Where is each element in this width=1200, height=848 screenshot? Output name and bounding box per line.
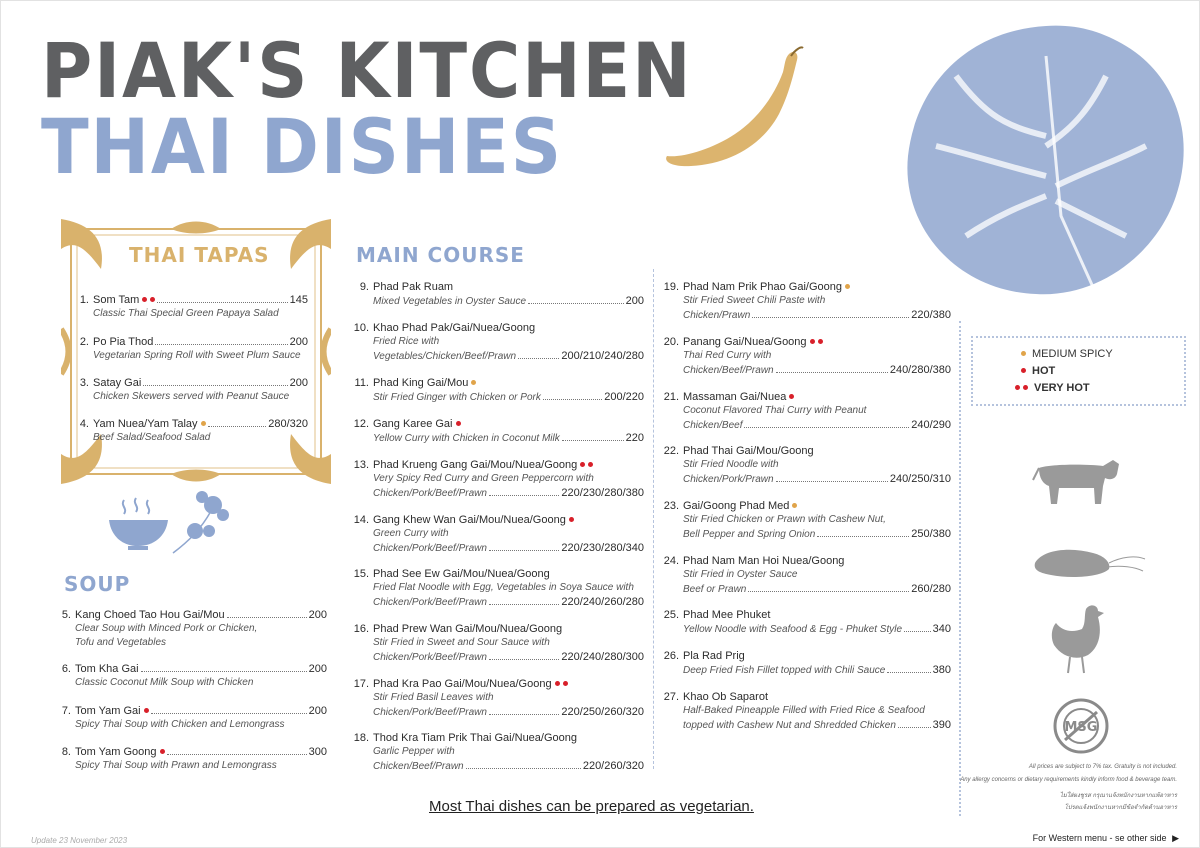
item-number: 21.	[663, 391, 679, 403]
item-description: Stir Fried in Oyster Sauce	[683, 569, 798, 580]
item-price: 220/240/260/280	[561, 596, 644, 608]
item-description: Vegetables/Chicken/Beef/Prawn	[373, 351, 517, 362]
item-name: Panang Gai/Nuea/Goong	[683, 336, 807, 348]
menu-item	[341, 376, 644, 405]
item-description: Chicken/Pork/Beef/Prawn	[373, 652, 487, 663]
item-number: 1.	[79, 294, 89, 306]
item-number: 5.	[61, 609, 71, 621]
item-price: 200	[308, 705, 327, 717]
leader-dots	[157, 302, 287, 303]
hot-dot-icon	[150, 297, 155, 302]
medium-dot-icon	[1021, 351, 1026, 356]
menu-item	[51, 608, 327, 650]
item-price: 200	[289, 336, 308, 348]
hot-dot-icon	[555, 681, 560, 686]
menu-item	[651, 444, 951, 487]
fine-print-tax: All prices are subject to 7% tax. Gratuity is not included.	[1028, 764, 1177, 770]
item-description: Chicken/Prawn	[683, 310, 751, 321]
item-price: 200	[289, 377, 308, 389]
leader-dots	[143, 385, 287, 386]
menu-subtitle: THAI DISHES	[41, 102, 563, 191]
vegetarian-note: Most Thai dishes can be prepared as vegetarian.	[429, 798, 754, 815]
hot-dot-icon	[789, 394, 794, 399]
item-number: 11.	[354, 377, 369, 389]
item-price: 220/240/280/300	[561, 651, 644, 663]
item-price: 220/250/260/320	[561, 706, 644, 718]
item-number: 2.	[79, 336, 89, 348]
menu-item	[73, 376, 308, 404]
item-description: Stir Fried Sweet Chili Paste with	[683, 295, 826, 306]
hot-dot-icon	[563, 681, 568, 686]
menu-item	[73, 417, 308, 445]
item-description: Very Spicy Red Curry and Green Peppercorn with	[373, 473, 594, 484]
menu-item	[51, 704, 327, 732]
main-course-title: MAIN COURSE	[356, 243, 525, 267]
item-price: 145	[289, 294, 308, 306]
tapas-title: THAI TAPAS	[129, 243, 270, 267]
item-price: 200	[625, 295, 644, 307]
leaf-icon	[896, 16, 1200, 321]
item-description: Beef Salad/Seafood Salad	[93, 432, 211, 443]
menu-item	[651, 280, 951, 323]
item-price: 240/280/380	[889, 364, 951, 376]
item-price: 280/320	[268, 418, 308, 430]
fine-print-allergy: Any allergy concerns or dietary requirements kindly inform food & beverage team.	[960, 777, 1177, 783]
item-name: Som Tam	[93, 294, 140, 306]
leader-dots	[489, 495, 559, 496]
item-name: Phad Krueng Gang Gai/Mou/Nuea/Goong	[373, 459, 578, 471]
item-name: Phad Kra Pao Gai/Mou/Nuea/Goong	[373, 678, 552, 690]
hot-dot-icon	[569, 517, 574, 522]
leader-dots	[466, 768, 581, 769]
menu-item	[651, 390, 951, 433]
item-number: 25.	[663, 609, 679, 621]
item-description: Stir Fried Chicken or Prawn with Cashew Nut,	[683, 514, 886, 525]
item-price: 220/230/280/380	[561, 487, 644, 499]
leader-dots	[776, 372, 888, 373]
item-description: Chicken/Pork/Beef/Prawn	[373, 707, 487, 718]
msg-badge-text: MSG	[1064, 720, 1098, 735]
hot-dot-icon	[1023, 385, 1028, 390]
legend-very-hot-label: VERY HOT	[1034, 382, 1090, 394]
item-description: topped with Cashew Nut and Shredded Chicken	[683, 720, 896, 731]
menu-item	[73, 335, 308, 363]
medium-spicy-dot-icon	[471, 380, 476, 385]
fine-print-thai-2: โปรดแจ้งพนักงานหากมีข้อจำกัดด้านอาหาร	[1064, 805, 1177, 811]
item-name: Thod Kra Tiam Prik Thai Gai/Nuea/Goong	[373, 732, 578, 744]
leader-dots	[489, 659, 559, 660]
item-description: Stir Fried in Sweet and Sour Sauce with	[373, 637, 550, 648]
item-description: Spicy Thai Soup with Prawn and Lemongrass	[75, 760, 277, 771]
item-name: Phad Thai Gai/Mou/Goong	[683, 445, 814, 457]
leader-dots	[208, 426, 267, 427]
item-price: 200/220	[604, 391, 644, 403]
item-name: Massaman Gai/Nuea	[683, 391, 787, 403]
leader-dots	[151, 713, 307, 714]
item-price: 200	[308, 609, 327, 621]
medium-spicy-dot-icon	[201, 421, 206, 426]
legend-hot	[1018, 365, 1055, 377]
item-number: 17.	[353, 678, 369, 690]
item-name: Phad Nam Prik Phao Gai/Goong	[683, 281, 842, 293]
item-price: 200/210/240/280	[561, 350, 644, 362]
item-name: Po Pia Thod	[93, 336, 154, 348]
no-msg-icon	[1053, 698, 1109, 754]
item-price: 250/380	[911, 528, 951, 540]
item-description: Classic Thai Special Green Papaya Salad	[93, 308, 279, 319]
legend-very-hot	[1012, 382, 1090, 394]
item-price: 220	[625, 432, 644, 444]
item-name: Gang Karee Gai	[373, 418, 453, 430]
hot-dot-icon	[456, 421, 461, 426]
item-name: Phad Prew Wan Gai/Mou/Nuea/Goong	[373, 623, 563, 635]
menu-item	[341, 677, 644, 720]
soup-title: SOUP	[64, 572, 131, 596]
menu-item	[51, 662, 327, 690]
item-number: 19.	[663, 281, 679, 293]
item-name: Khao Phad Pak/Gai/Nuea/Goong	[373, 322, 536, 334]
hot-dot-icon	[818, 339, 823, 344]
chili-icon	[661, 46, 806, 171]
item-description: Mixed Vegetables in Oyster Sauce	[373, 296, 527, 307]
hot-dot-icon	[142, 297, 147, 302]
item-name: Tom Kha Gai	[75, 663, 139, 675]
leader-dots	[898, 727, 931, 728]
hot-dot-icon	[144, 708, 149, 713]
leader-dots	[489, 714, 559, 715]
leader-dots	[489, 550, 559, 551]
restaurant-title: PIAK'S KITCHEN	[41, 26, 693, 115]
hot-dot-icon	[1021, 368, 1026, 373]
leader-dots	[817, 536, 909, 537]
item-price: 260/280	[911, 583, 951, 595]
item-price: 380	[932, 664, 951, 676]
menu-item	[341, 567, 644, 610]
item-number: 20.	[663, 336, 679, 348]
leader-dots	[543, 399, 602, 400]
spice-legend-box	[971, 336, 1186, 406]
leader-dots	[744, 427, 909, 428]
item-description: Chicken/Beef/Prawn	[373, 761, 464, 772]
leader-dots	[528, 303, 624, 304]
menu-item	[341, 280, 644, 309]
item-price: 390	[932, 719, 951, 731]
menu-item	[341, 321, 644, 364]
item-description: Fried Flat Noodle with Egg, Vegetables in Soya Sauce with	[373, 582, 634, 593]
leader-dots	[562, 440, 624, 441]
item-description: Beef or Prawn	[683, 584, 747, 595]
item-description: Chicken/Pork/Prawn	[683, 474, 774, 485]
menu-item	[651, 554, 951, 597]
leader-dots	[227, 617, 307, 618]
item-number: 4.	[79, 418, 89, 430]
item-description: Chicken/Beef/Prawn	[683, 365, 774, 376]
legend-medium	[1018, 348, 1113, 360]
item-price: 220/230/280/340	[561, 542, 644, 554]
item-name: Phad Pak Ruam	[373, 281, 454, 293]
item-number: 14.	[353, 514, 369, 526]
item-name: Gai/Goong Phad Med	[683, 500, 790, 512]
update-date: Update 23 November 2023	[31, 836, 128, 845]
item-name: Gang Khew Wan Gai/Mou/Nuea/Goong	[373, 514, 566, 526]
item-price: 340	[932, 623, 951, 635]
item-description: Green Curry with	[373, 528, 449, 539]
item-price: 240/250/310	[889, 473, 951, 485]
item-description: Coconut Flavored Thai Curry with Peanut	[683, 405, 867, 416]
item-description: Yellow Curry with Chicken in Coconut Milk	[373, 433, 560, 444]
item-number: 3.	[79, 377, 89, 389]
item-name: Phad King Gai/Mou	[373, 377, 469, 389]
item-description: Thai Red Curry with	[683, 350, 772, 361]
item-name: Tom Yam Goong	[75, 746, 157, 758]
hot-dot-icon	[588, 462, 593, 467]
menu-item	[341, 417, 644, 446]
hot-dot-icon	[160, 749, 165, 754]
item-description: Fried Rice with	[373, 336, 440, 347]
item-description: Half-Baked Pineapple Filled with Fried Rice & Seafood	[683, 705, 925, 716]
legend-medium-label: MEDIUM SPICY	[1032, 348, 1113, 360]
hot-dot-icon	[810, 339, 815, 344]
item-description: Tofu and Vegetables	[75, 637, 167, 648]
item-description: Classic Coconut Milk Soup with Chicken	[75, 677, 254, 688]
menu-item	[341, 458, 644, 501]
item-description: Stir Fried Basil Leaves with	[373, 692, 494, 703]
cow-icon	[1031, 456, 1123, 506]
item-price: 240/290	[911, 419, 951, 431]
item-number: 8.	[61, 746, 71, 758]
fine-print-thai-1: ไม่ใส่ผงชูรส กรุณาแจ้งพนักงานหากแพ้อาหาร	[1059, 793, 1177, 799]
item-number: 15.	[353, 568, 369, 580]
leader-dots	[155, 344, 287, 345]
arrow-right-icon: ▶	[1172, 833, 1179, 843]
item-description: Garlic Pepper with	[373, 746, 455, 757]
western-menu-label: For Western menu - se other side	[1032, 833, 1167, 843]
item-description: Chicken/Pork/Beef/Prawn	[373, 597, 487, 608]
item-description: Vegetarian Spring Roll with Sweet Plum Sauce	[93, 350, 301, 361]
menu-item	[341, 622, 644, 665]
menu-item	[341, 731, 644, 774]
item-description: Deep Fried Fish Fillet topped with Chili Sauce	[683, 665, 886, 676]
item-number: 23.	[663, 500, 679, 512]
item-number: 6.	[61, 663, 71, 675]
hot-dot-icon	[1015, 385, 1020, 390]
menu-item	[651, 335, 951, 378]
leader-dots	[776, 481, 888, 482]
item-name: Phad See Ew Gai/Mou/Nuea/Goong	[373, 568, 550, 580]
chicken-icon	[1046, 601, 1111, 676]
item-name: Kang Choed Tao Hou Gai/Mou	[75, 609, 225, 621]
item-number: 18.	[353, 732, 369, 744]
medium-spicy-dot-icon	[845, 284, 850, 289]
coriander-icon	[169, 491, 231, 556]
leader-dots	[518, 358, 559, 359]
medium-spicy-dot-icon	[792, 503, 797, 508]
item-number: 9.	[359, 281, 369, 293]
item-name: Yam Nuea/Yam Talay	[93, 418, 198, 430]
item-price: 220/380	[911, 309, 951, 321]
item-description: Clear Soup with Minced Pork or Chicken,	[75, 623, 258, 634]
item-number: 12.	[353, 418, 369, 430]
item-number: 16.	[353, 623, 369, 635]
western-menu-link[interactable]	[1033, 833, 1179, 844]
menu-item	[651, 690, 951, 733]
item-name: Phad Nam Man Hoi Nuea/Goong	[683, 555, 845, 567]
item-description: Chicken/Pork/Beef/Prawn	[373, 543, 487, 554]
item-description: Yellow Noodle with Seafood & Egg - Phuket Style	[683, 624, 903, 635]
item-description: Bell Pepper and Spring Onion	[683, 529, 816, 540]
item-number: 24.	[663, 555, 679, 567]
menu-item	[651, 649, 951, 678]
item-price: 200	[308, 663, 327, 675]
item-description: Stir Fried Ginger with Chicken or Pork	[373, 392, 541, 403]
item-description: Chicken Skewers served with Peanut Sauce	[93, 391, 290, 402]
item-number: 26.	[663, 650, 679, 662]
leader-dots	[167, 754, 307, 755]
item-price: 300	[308, 746, 327, 758]
menu-item	[51, 745, 327, 773]
item-number: 13.	[353, 459, 369, 471]
item-number: 27.	[663, 691, 679, 703]
item-number: 7.	[61, 705, 71, 717]
prawn-icon	[1031, 541, 1146, 583]
leader-dots	[141, 671, 307, 672]
item-number: 22.	[663, 445, 679, 457]
item-description: Stir Fried Noodle with	[683, 459, 779, 470]
leader-dots	[752, 317, 909, 318]
hot-dot-icon	[580, 462, 585, 467]
item-number: 10.	[353, 322, 369, 334]
item-description: Chicken/Beef	[683, 420, 743, 431]
bowl-icon	[106, 496, 171, 551]
item-name: Pla Rad Prig	[683, 650, 745, 662]
menu-item	[341, 513, 644, 556]
item-description: Chicken/Pork/Beef/Prawn	[373, 488, 487, 499]
leader-dots	[748, 591, 909, 592]
side-border	[959, 321, 961, 816]
item-price: 220/260/320	[582, 760, 644, 772]
item-name: Khao Ob Saparot	[683, 691, 769, 703]
menu-item	[651, 499, 951, 542]
item-name: Satay Gai	[93, 377, 142, 389]
item-name: Phad Mee Phuket	[683, 609, 771, 621]
menu-item	[73, 293, 308, 321]
leader-dots	[904, 631, 931, 632]
leader-dots	[489, 604, 559, 605]
legend-hot-label: HOT	[1032, 365, 1056, 377]
menu-item	[651, 608, 951, 637]
item-name: Tom Yam Gai	[75, 705, 141, 717]
item-description: Spicy Thai Soup with Chicken and Lemongrass	[75, 719, 285, 730]
leader-dots	[887, 672, 930, 673]
